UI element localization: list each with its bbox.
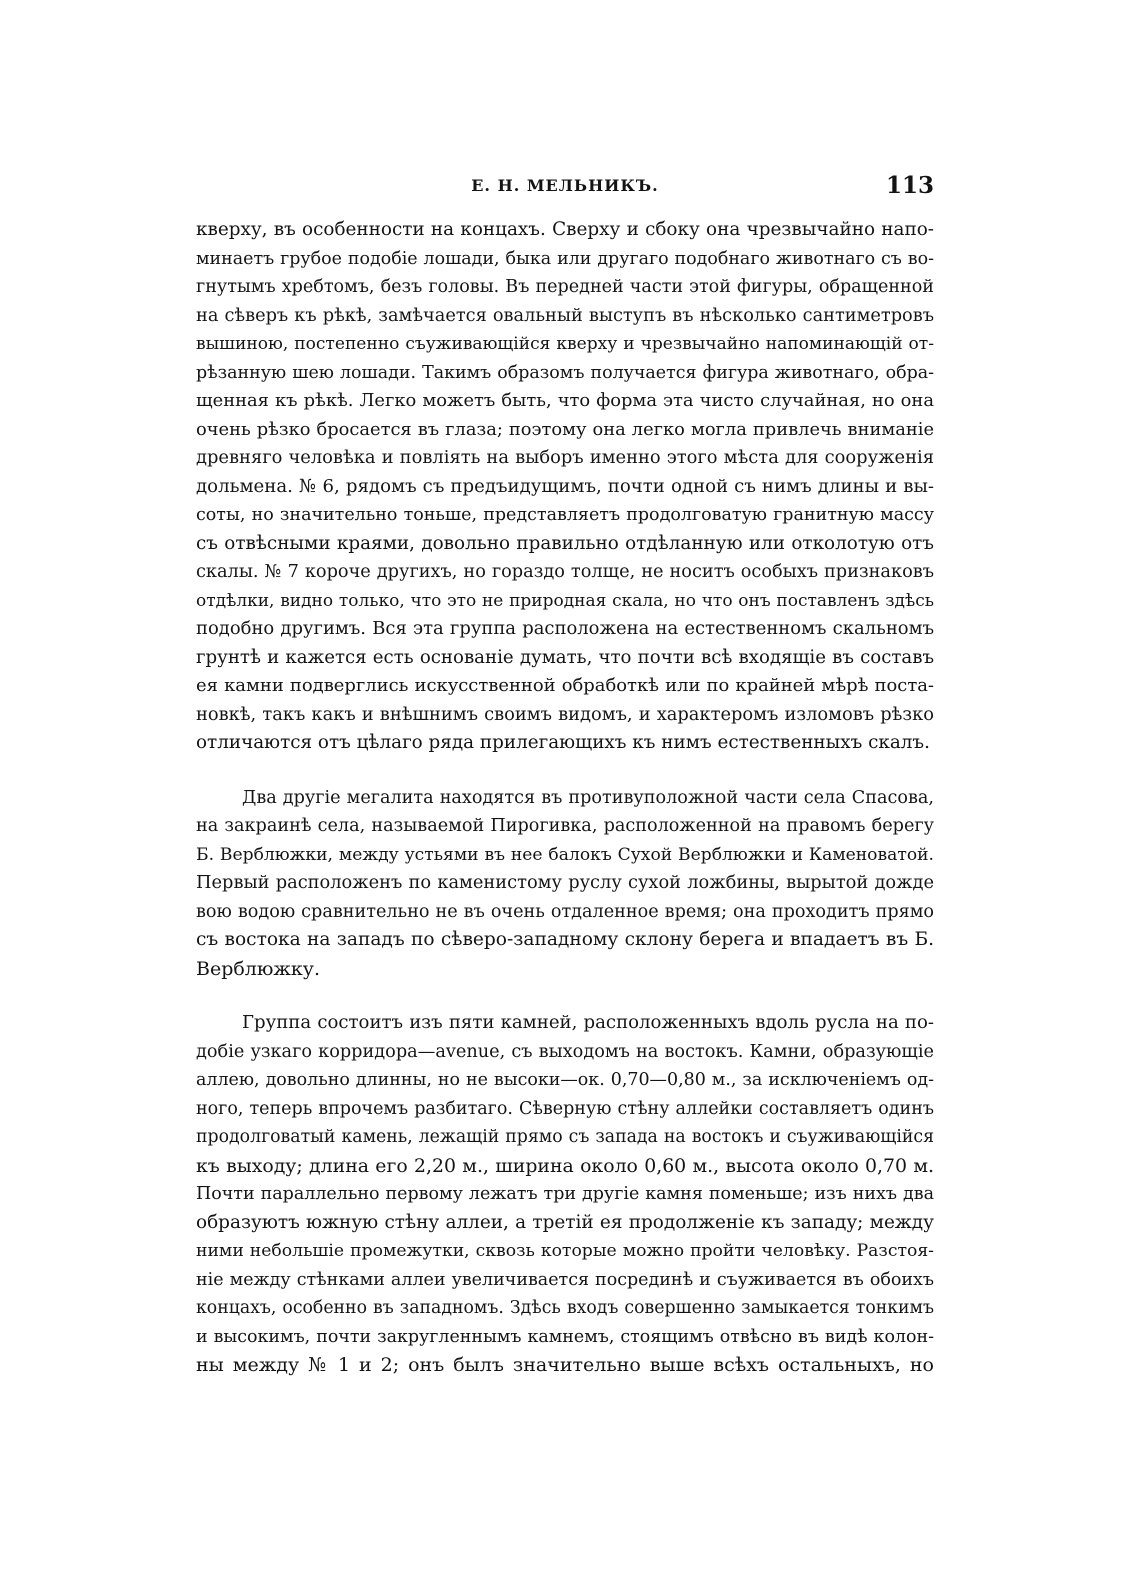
paragraph-gap bbox=[196, 983, 934, 1009]
text-line: ніе между стѣнками аллеи увеличивается посрединѣ и съуживается въ обоихъ bbox=[196, 1269, 934, 1290]
text-line: Два другіе мегалита находятся въ противуположной части села Спасова, bbox=[242, 787, 934, 808]
text-line: Почти параллельно первому лежатъ три другіе камня поменьше; изъ нихъ два bbox=[196, 1184, 934, 1204]
text-line: продолговатый камень, лежащій прямо съ запада на востокъ и съуживающійся bbox=[196, 1127, 934, 1147]
text-line: образуютъ южную стѣну аллеи, а третій ея продолженіе къ западу; между bbox=[196, 1211, 934, 1233]
text-line: ея камни подверглись искусственной обработкѣ или по крайней мѣрѣ поста- bbox=[196, 675, 934, 696]
text-line: ного, теперь впрочемъ разбитаго. Сѣверную стѣну аллейки составляетъ одинъ bbox=[196, 1098, 934, 1119]
text-line: ны между № 1 и 2; онъ былъ значительно выше всѣхъ остальныхъ, но bbox=[196, 1354, 934, 1376]
text-line: на сѣверъ къ рѣкѣ, замѣчается овальный выступъ въ нѣсколько сантиметровъ bbox=[196, 305, 934, 326]
text-line: скалы. № 7 короче другихъ, но гораздо толще, не носитъ особыхъ признаковъ bbox=[196, 562, 934, 582]
text-line: ними небольшіе промежутки, сквозь которые можно пройти человѣку. Разстоя- bbox=[196, 1241, 934, 1261]
text-line: кверху, въ особенности на концахъ. Сверху и сбоку она чрезвычайно напо- bbox=[196, 219, 934, 240]
running-title: Е. Н. МЕЛЬНИКЪ. bbox=[471, 176, 659, 195]
text-line: и высокимъ, почти закругленнымъ камнемъ, стоящимъ отвѣсно въ видѣ колон- bbox=[196, 1326, 934, 1347]
text-line: отличаются отъ цѣлаго ряда прилегающихъ къ нимъ естественныхъ скалъ. bbox=[196, 732, 930, 753]
paragraph-2 bbox=[196, 784, 934, 984]
paragraph-1 bbox=[196, 216, 934, 758]
text-line: на закраинѣ села, называемой Пирогивка, расположенной на правомъ берегу bbox=[196, 816, 934, 836]
text-line: дольмена. № 6, рядомъ съ предъидущимъ, почти одной съ нимъ длины и вы- bbox=[196, 475, 934, 497]
text-line: соты, но значительно тоньше, представляетъ продолговатую гранитную массу bbox=[196, 505, 934, 525]
text-line: съ отвѣсными краями, довольно правильно отдѣланную или отколотую отъ bbox=[196, 532, 934, 554]
text-line: отдѣлки, видно только, что это не природная скала, но что онъ поставленъ здѣсь bbox=[196, 590, 934, 611]
text-line: къ выходу; длина его 2,20 м., ширина около 0,60 м., высота около 0,70 м. bbox=[196, 1154, 934, 1177]
text-line: Первый расположенъ по каменистому руслу сухой ложбины, вырытой дожде bbox=[196, 872, 934, 893]
text-line: гнутымъ хребтомъ, безъ головы. Въ передней части этой фигуры, обращенной bbox=[196, 277, 934, 297]
paragraph-3 bbox=[196, 1009, 934, 1380]
body-text bbox=[196, 216, 934, 1380]
paragraph-gap bbox=[196, 758, 934, 784]
text-line: Группа состоитъ изъ пяти камней, расположенныхъ вдоль русла на по- bbox=[242, 1012, 934, 1033]
running-head bbox=[196, 172, 934, 198]
text-line: вышиною, постепенно съуживающійся кверху и чрезвычайно напоминающій от- bbox=[196, 334, 934, 354]
page-number: 113 bbox=[885, 172, 934, 199]
text-line: добіе узкаго корридора—avenue, съ выходомъ на востокъ. Камни, образующіе bbox=[196, 1041, 934, 1062]
text-line: Б. Верблюжки, между устьями въ нее балокъ Сухой Верблюжки и Каменоватой. bbox=[196, 844, 934, 865]
text-line: новкѣ, такъ какъ и внѣшнимъ своимъ видомъ, и характеромъ изломовъ рѣзко bbox=[196, 703, 934, 725]
text-line: концахъ, особенно въ западномъ. Здѣсь входъ совершенно замыкается тонкимъ bbox=[196, 1298, 934, 1318]
text-line: древняго человѣка и повліять на выборъ именно этого мѣста для сооруженія bbox=[196, 447, 934, 468]
text-line: подобно другимъ. Вся эта группа расположена на естественномъ скальномъ bbox=[196, 618, 934, 639]
text-line: грунтѣ и кажется есть основаніе думать, что почти всѣ входящіе въ составъ bbox=[196, 646, 934, 668]
text-line: Верблюжку. bbox=[196, 957, 320, 980]
text-line: минаетъ грубое подобіе лошади, быка или другаго подобнаго животнаго съ во- bbox=[196, 248, 934, 269]
text-line: съ востока на западъ по сѣверо-западному склону берега и впадаетъ въ Б. bbox=[196, 929, 934, 950]
text-line: аллею, довольно длинны, но не высоки—ок. 0,70—0,80 м., за исключеніемъ од- bbox=[196, 1070, 934, 1090]
text-line: очень рѣзко бросается въ глаза; поэтому она легко могла привлечь вниманіе bbox=[196, 418, 934, 440]
text-line: вою водою сравнительно не въ очень отдаленное время; она проходитъ прямо bbox=[196, 901, 934, 922]
text-line: рѣзанную шею лошади. Такимъ образомъ получается фигура животнаго, обра- bbox=[196, 362, 934, 383]
text-line: щенная къ рѣкѣ. Легко можетъ быть, что форма эта чисто случайная, но она bbox=[196, 390, 934, 411]
